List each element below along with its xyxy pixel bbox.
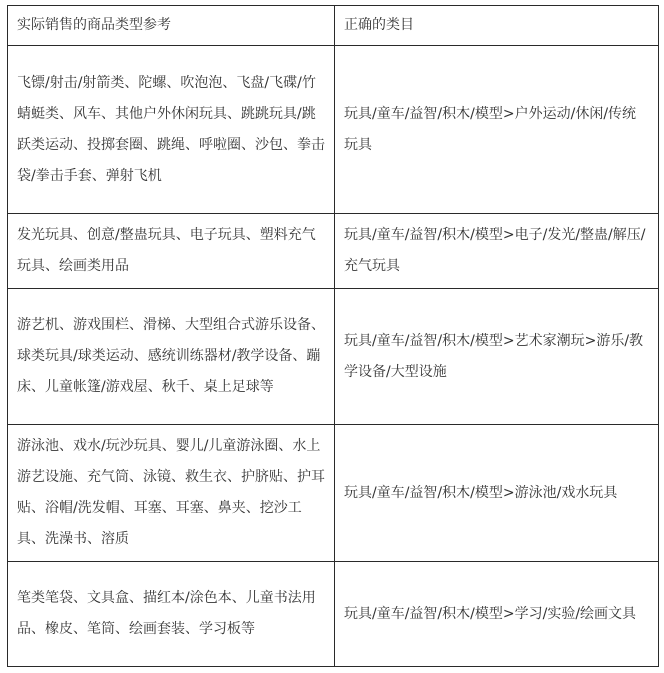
- header-correct-category: 正确的类目: [335, 6, 659, 46]
- category-reference-table: [7, 5, 659, 667]
- header-actual-products: 实际销售的商品类型参考: [8, 6, 335, 46]
- table-row: [8, 214, 659, 289]
- table-row: [8, 46, 659, 214]
- table-row: [8, 289, 659, 425]
- category-cell: 玩具/童车/益智/积木/模型>学习/实验/绘画文具: [335, 562, 659, 667]
- product-examples-cell: 游泳池、戏水/玩沙玩具、婴儿/儿童游泳圈、水上游艺设施、充气筒、泳镜、救生衣、护脐贴、护耳贴、浴帽/洗发帽、耳塞、耳塞、鼻夹、挖沙工具、洗澡书、溶质: [8, 425, 335, 562]
- category-cell: 玩具/童车/益智/积木/模型>游泳池/戏水玩具: [335, 425, 659, 562]
- table-header-row: [8, 6, 659, 46]
- table-row: [8, 425, 659, 562]
- product-examples-cell: 游艺机、游戏围栏、滑梯、大型组合式游乐设备、球类玩具/球类运动、感统训练器材/教学设备、蹦床、儿童帐篷/游戏屋、秋千、桌上足球等: [8, 289, 335, 425]
- category-cell: 玩具/童车/益智/积木/模型>艺术家潮玩>游乐/教学设备/大型设施: [335, 289, 659, 425]
- product-examples-cell: 笔类笔袋、文具盒、描红本/涂色本、儿童书法用品、橡皮、笔筒、绘画套装、学习板等: [8, 562, 335, 667]
- category-cell: 玩具/童车/益智/积木/模型>户外运动/休闲/传统玩具: [335, 46, 659, 214]
- category-cell: 玩具/童车/益智/积木/模型>电子/发光/整蛊/解压/充气玩具: [335, 214, 659, 289]
- table-row: [8, 562, 659, 667]
- product-examples-cell: 飞镖/射击/射箭类、陀螺、吹泡泡、飞盘/飞碟/竹蜻蜓类、风车、其他户外休闲玩具、跳跳玩具/跳跃类运动、投掷套圈、跳绳、呼啦圈、沙包、拳击袋/拳击手套、弹射飞机: [8, 46, 335, 214]
- product-examples-cell: 发光玩具、创意/整蛊玩具、电子玩具、塑料充气玩具、绘画类用品: [8, 214, 335, 289]
